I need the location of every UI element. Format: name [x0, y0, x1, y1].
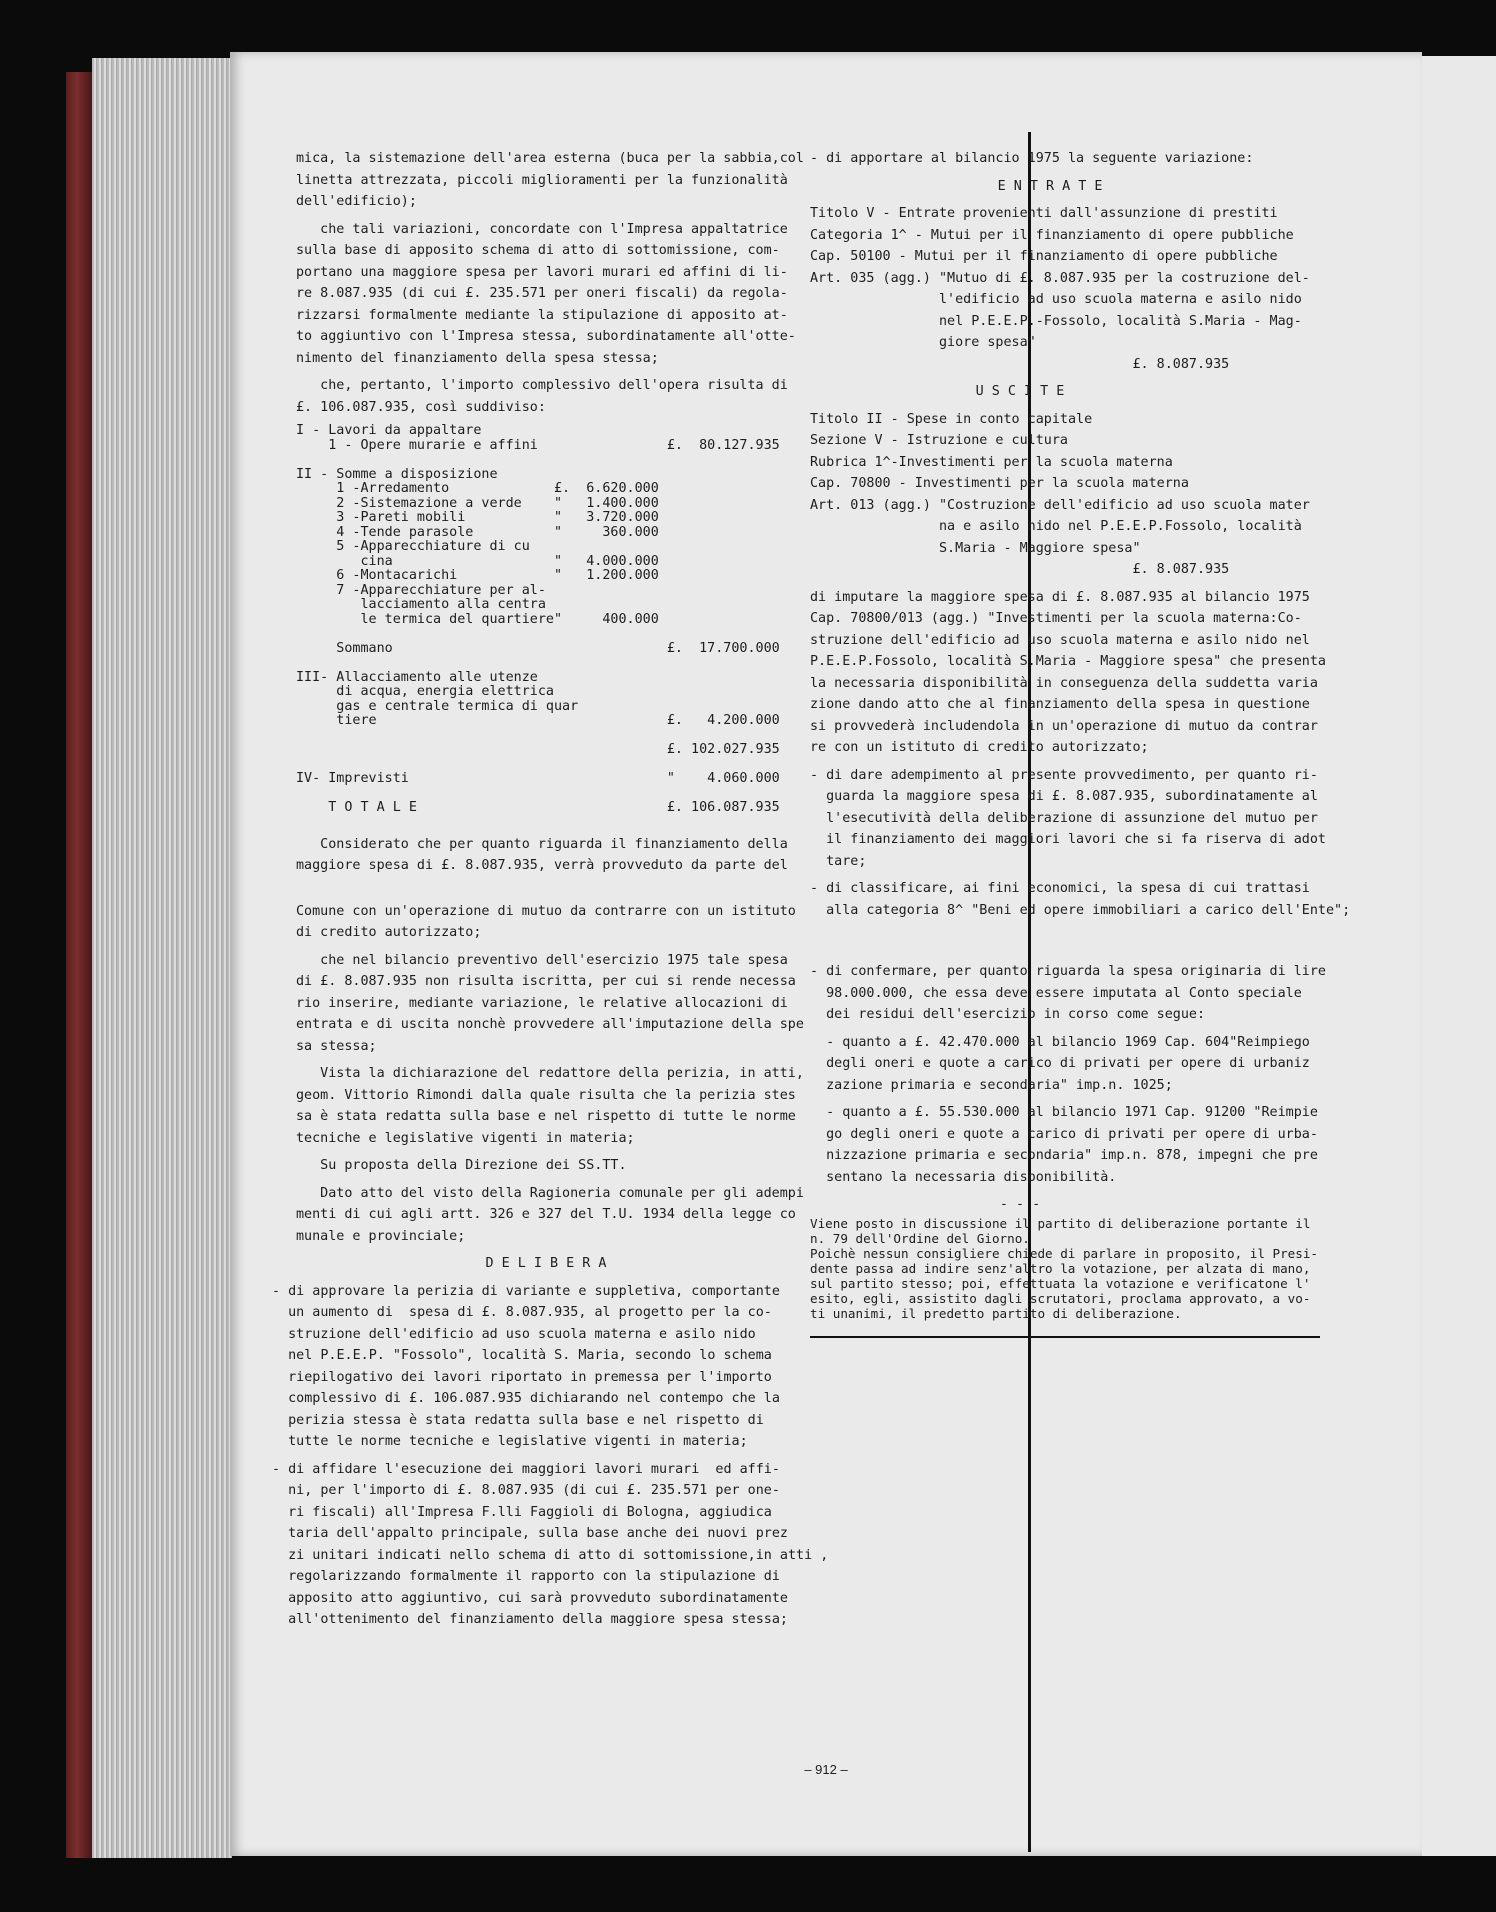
resolution-item: - quanto a £. 42.470.000 al bilancio 1969 Cap. 604"Reimpiego degli oneri e quote a carico di privati per opere di urbaniz zazione primaria e secondaria" imp.n. 1025; [826, 1034, 1310, 1093]
entrate-heading: E N T R A T E [997, 178, 1103, 194]
delibera-heading: D E L I B E R A [485, 1256, 607, 1271]
resolution-item: - quanto a £. 55.530.000 al bilancio 1971 Cap. 91200 "Reimpie go degli oneri e quote a carico di privati per opere di urba- nizzazione primaria e secondaria" imp.n. 878, impegni che pre sentano la necessaria disponibilità. [826, 1105, 1318, 1185]
resolution-item: - di classificare, ai fini economici, la spesa di cui trattasi alla categoria 8^ "Beni ed opere immobiliari a carico dell'Ente"; [810, 881, 1351, 918]
resolution-item: - di confermare, per quanto riguarda la spesa originaria di lire 98.000.000, che essa deve essere imputata al Conto speciale dei residui dell'esercizio in corso come segue: [810, 964, 1326, 1022]
resolution-item: - di approvare la perizia di variante e suppletiva, comportante un aumento di spesa di £. 8.087.935, al progetto per la co- struzione dell'edificio ad uso scuola materna e asilo nido nel P.E.E.P. "Fossolo", località S. Maria, secondo lo schema riepilogativo dei lavori riportato in premessa per l'importo complessivo di £. 106.087.935 dichiarando nel contempo che la perizia stessa è stata redatta sulla base e nel rispetto di tutte le norme tecniche e legislative vigenti in materia; [272, 1283, 780, 1449]
budget-entry: Titolo V - Entrate provenienti dall'assunzione di prestiti Categoria 1^ - Mutui per il finanziamento di opere pubbliche Cap. 50100 - Mutui per il finanziamento di opere pubbliche Art. 035 (agg.) "Mutuo di £. 8.087.935 per la costruzione del- l'edificio ad uso scuola materna e asilo nido nel P.E.E.P.-Fossolo, località S.Maria - Mag- giore spesa" £. 8.087.935 [810, 206, 1310, 372]
closing-paragraph: Viene posto in discussione il partito di deliberazione portante il n. 79 dell'Ordine del Giorno. Poichè nessun consigliere chiede di parlare in proposito, il Presi- dente passa ad indire senz'altro la votazione, per alzata di mano, sul partito stesso; poi, effettuata la votazione e verificatone l' esito, egli, assistito dagli scrutatori, proclama approvato, a vo- ti unanimi, il predetto partito di deliberazione. [810, 1215, 1318, 1321]
separator-dashes: - - - [999, 1197, 1041, 1212]
page-edges [92, 58, 232, 1858]
paragraph: Vista la dichiarazione del redattore della perizia, in atti, geom. Vittorio Rimondi dalla quale risulta che la perizia stes sa è stata redatta sulla base e nel rispetto di tutte le norme tecniche e legislative vigenti in materia; [296, 1066, 804, 1146]
paragraph: Comune con un'operazione di mutuo da contrarre con un istituto di credito autorizzato; [296, 903, 796, 940]
paragraph: di imputare la maggiore spesa di £. 8.087.935 al bilancio 1975 Cap. 70800/013 (agg.) "Investimenti per la scuola materna:Co- struzione dell'edificio ad uso scuola materna e asilo nido nel P.E.E.P.Fossolo, località S.Maria - Maggiore spesa" che presenta la necessaria disponibilità in conseguenza della suddetta varia zione dando atto che al finanziamento della spesa in questione si provvederà includendola in un'operazione di mutuo da contrar re con un istituto di credito autorizzato; [810, 589, 1326, 755]
budget-entry: Titolo II - Spese in conto capitale Sezione V - Istruzione e cultura Rubrica 1^-Investimenti per la scuola materna Cap. 70800 - Investimenti per la scuola materna Art. 013 (agg.) "Costruzione dell'edificio ad uso scuola mater na e asilo nido nel P.E.E.P.Fossolo, località S.Maria - Maggiore spesa" £. 8.087.935 [810, 411, 1310, 577]
paragraph: che, pertanto, l'importo complessivo dell'opera risulta di £. 106.087.935, così suddiviso: [296, 378, 788, 415]
paragraph: Dato atto del visto della Ragioneria comunale per gli adempi menti di cui agli artt. 326 e 327 del T.U. 1934 della legge co munale e provinciale; [296, 1185, 804, 1244]
right-column [810, 148, 1410, 1327]
page-number: – 912 – [804, 1762, 848, 1777]
paragraph: Considerato che per quanto riguarda il finanziamento della maggiore spesa di £. 8.087.935, verrà provveduto da parte del [296, 836, 788, 873]
paragraph: mica, la sistemazione dell'area esterna (buca per la sabbia,col linetta attrezzata, piccoli miglioramenti per la funzionalità dell'edificio); [296, 151, 804, 209]
document-page [230, 52, 1422, 1856]
uscite-heading: U S C I T E [975, 384, 1065, 399]
closing-rule [810, 1336, 1320, 1338]
paragraph: - di apportare al bilancio 1975 la seguente variazione: [810, 151, 1254, 166]
paragraph: che nel bilancio preventivo dell'esercizio 1975 tale spesa di £. 8.087.935 non risulta iscritta, per cui si rende necessa rio inserire, mediante variazione, le relative allocazioni di entrata e di uscita nonchè provvedere all'imputazione della spe sa stessa; [296, 952, 804, 1054]
book-spine [66, 72, 94, 1858]
resolution-item: - di dare adempimento al presente provvedimento, per quanto ri- guarda la maggiore spesa di £. 8.087.935, subordinatamente al l'esecutività della deliberazione di assunzione del mutuo per il finanziamento dei maggiori lavori che si fa riserva di adot tare; [810, 767, 1326, 869]
paragraph: Su proposta della Direzione dei SS.TT. [296, 1158, 627, 1173]
resolution-item: - di affidare l'esecuzione dei maggiori lavori murari ed affi- ni, per l'importo di £. 8.087.935 (di cui £. 235.571 per one- ri fiscali) all'Impresa F.lli Faggioli di Bologna, aggiudica taria dell'appalto principale, sulla base anche dei nuovi prez zi unitari indicati nello schema di atto di sottomissione,in atti , regolarizzando formalmente il rapporto con la stipulazione di apposito atto aggiuntivo, cui sarà provveduto subordinatamente all'ottenimento del finanziamento della maggiore spesa stessa; [272, 1461, 829, 1627]
cost-breakdown-table: I - Lavori da appaltare 1 - Opere murarie e affini £. 80.127.935 II - Somme a disposizione 1 -Arredamento £. 6.620.000 2 -Sistemazione a verde " 1.400.000 3 -Pareti mobili " 3.720.000 4 -Tende parasole " 360.000 5 -Apparecchiature di cu cina " 4.000.000 6 -Montacarichi " 1.200.000 7 -Apparecchiature per al- lacciamento alla centra le termica del quartiere" 400.000 Sommano £. 17.700.000 III- Allacciamento alle utenze di acqua, energia elettrica gas e centrale termica di quar tiere £. 4.200.000 £. 102.027.935 IV- Imprevisti " 4.060.000 T O T A L E £. 106.087.935 [296, 423, 780, 815]
paragraph: che tali variazioni, concordate con l'Impresa appaltatrice sulla base di apposito schema di atto di sottomissione, com- portano una maggiore spesa per lavori murari ed affini di li- re 8.087.935 (di cui £. 235.571 per oneri fiscali) da regola- rizzarsi formalmente mediante la stipulazione di apposito at- to aggiuntivo con l'Impresa stessa, subordinatamente all'otte- nimento del finanziamento della spesa stessa; [296, 221, 796, 366]
facing-page [1420, 56, 1496, 1856]
